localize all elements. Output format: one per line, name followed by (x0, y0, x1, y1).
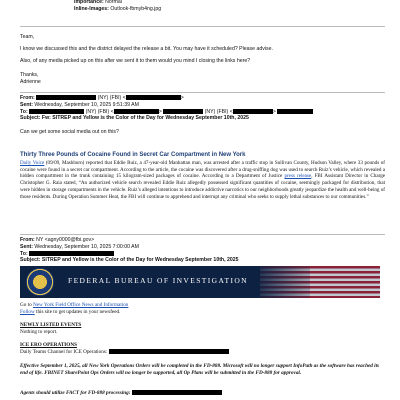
signoff: Thanks, (20, 72, 39, 78)
daily-teams-line (20, 349, 385, 356)
nyfo-news-link[interactable]: New York Field Office News and Information (32, 302, 129, 308)
follow-text: this site to get updates in your newsfeed. (36, 309, 121, 315)
agents-text: Agents should utilize FACT for FD-888 processing: (20, 390, 131, 396)
greeting: Team, (20, 34, 35, 40)
nothing-to-report: Nothing to report. (20, 329, 58, 335)
subject-label: Subject: (20, 257, 41, 264)
from-label: From: (20, 237, 35, 243)
follow-line (20, 309, 385, 316)
from-label: From: (20, 95, 35, 101)
message-line-2: Also, of any media picked up on this after we sent it to them would you mind I closing the links here? (20, 58, 251, 64)
article-title: Thirty Three Pounds of Cocaine Found in Secret Car Compartment in New York (20, 152, 246, 158)
fbi-banner (20, 266, 380, 298)
to-label: To: (20, 250, 28, 257)
importance-label: Importance: (74, 0, 104, 5)
subject-value: SITREP and Yellow is the Color of the Day for Wednesday September 10th, 2025 (41, 257, 239, 264)
to-label: To: (20, 108, 28, 115)
email2-headers: From: (NY) (FBI) < > Sent: Wednesday, September 10, 2025 9:51:39 AM To: (NY) (FBI) < > (NY) (FBI) < > Subject: Fw: SITREP and Yellow is the Color of the Day for Wednesday September 10th, 2025 (20, 95, 385, 122)
inline-images-label: Inline-Images: (74, 5, 109, 12)
separator (20, 26, 385, 27)
signature: Adrienne (20, 79, 41, 85)
newly-listed-heading: NEWLY LISTED EVENTS (20, 322, 82, 328)
sent-value: Wednesday, September 10, 2025 7:00:00 AM (34, 243, 139, 250)
source-link[interactable]: Daily Voice (20, 159, 45, 166)
redacted-block (277, 109, 313, 114)
importance-value: Normal (105, 0, 122, 5)
article-text: (09/09, Mashburn) reported that Eddie Ruiz, a 47-year-old Manhattan man, was arrested after a traffic stop in Sullivan County, Hudson Valley, where 33 pounds of cocaine were found in a secret car compartment. According to the article, the cocaine was discovered after a drug-sniffing dog was used to search Ruiz’s vehicle, which revealed a hidden compartment in the trunk containing 15 kilogram-sized packages of cocaine. According to a Department of Justice (20, 159, 385, 180)
subject-value: Fw: SITREP and Yellow is the Color of the Day for Wednesday September 10th, 2025 (41, 115, 249, 122)
redacted-block (36, 95, 96, 100)
article-body (20, 160, 385, 201)
press-release-link[interactable]: press release (284, 173, 312, 180)
inline-images-value: Outlook-fbmyb4ng.jpg (110, 5, 162, 12)
from-value: NY <agny0000@fbi.gov> (36, 237, 95, 243)
effective-notice: Effective September 1, 2025, all New York Operations Orders will be completed in the FD-888. Microsoft will no longer support InfoPath as the software has reached its end of life. FBINET SharePoint Ops Orders will no longer be supported, all Op Plans will be submitted in the FD-888 for approval. (20, 363, 380, 376)
redacted-block (109, 349, 229, 354)
redacted-block (132, 390, 222, 395)
sent-label: Sent: (20, 243, 33, 250)
banner-title: FEDERAL BUREAU OF INVESTIGATION (68, 276, 248, 285)
header-block (74, 0, 161, 13)
message-line-1: I know we discussed this and the district delayed the release a bit. You may have it scheduled? Please advise. (20, 46, 273, 52)
article-text-2: , FBI Assistant Director in Charge Christopher G. Raia stated, “An authorized vehicle search revealed Eddie Ruiz allegedly possessed significant quantities of cocaine, seemingly packaged for distribution, that were hidden in storage compartments in the vehicle. Ruiz’s alleged intentions to introduce addictive narcotics to our neighborhoods greatly jeopardize the health and well-being of those residents. During Operation Summer Heat, the FBI will continue to apprehend and interrupt any criminal who seeks to supply lethal substances to our communities.” (20, 173, 386, 200)
daily-teams-text: Daily Teams Channel for ICE Operations: (20, 349, 108, 355)
agents-line (20, 390, 385, 397)
redacted-block (29, 109, 84, 114)
redacted-block (114, 109, 159, 114)
redacted-block (233, 109, 273, 114)
sent-value: Wednesday, September 10, 2025 9:51:39 AM (34, 101, 139, 108)
sent-label: Sent: (20, 101, 33, 108)
subject-label: Subject: (20, 115, 41, 122)
separator (20, 92, 385, 93)
redacted-block (126, 95, 181, 100)
redacted-block (163, 109, 203, 114)
fbi-seal-icon (26, 268, 54, 296)
follow-link[interactable]: Follow (20, 309, 35, 315)
separator (20, 234, 385, 235)
redacted-block (29, 251, 114, 256)
email3-headers (20, 237, 385, 264)
to-tag: (NY) (FBI) < (85, 108, 114, 115)
goto-text: Go to (20, 302, 32, 308)
article (20, 152, 385, 200)
goto-line (20, 302, 385, 309)
email2-body: Can we get some social media out on this? (20, 129, 119, 135)
flag-fade (250, 266, 310, 298)
from-tag: (NY) (FBI) < (97, 95, 126, 101)
ice-ops-heading: ICE ERO OPERATIONS (20, 342, 77, 348)
